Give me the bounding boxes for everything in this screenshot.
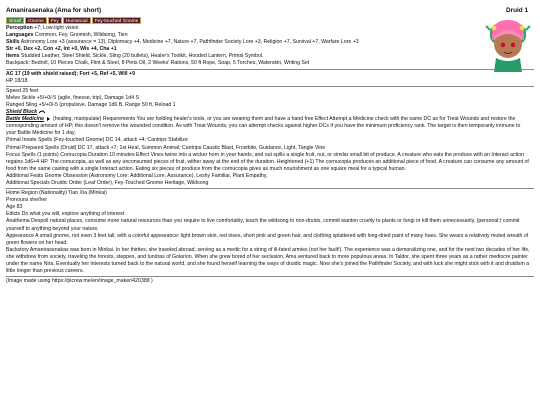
trait-fey: Fey	[48, 17, 62, 24]
melee-line: Melee Sickle +5/+0/-5 (agile, finesse, trip), Damage 1d4 S	[6, 94, 139, 101]
divider	[6, 86, 534, 87]
focus-spells: Focus Spells (1 points) Cornucopia Duration 10 minutes Effect Vines twine into a wicker horn in your hands, and out spills a single fruit, nut, or similar small bit of produce. A creature who eats the produce with an Interact action regains 1d6+4 HP. The cornucopia, as well as any unconsumed pieces of fruit, wither away at the end of the duration. Heightened (+1) The cornucopia produces an additional piece of food. A creature can consume any amount of food from the same casting with a single Interact action. Eating six pieces of produce from the cornucopia gives as much nourishment as one square meal for a typical human.	[6, 151, 529, 172]
languages-line: Languages Common, Fey, Gnomish, Wildsong, Tien	[6, 32, 128, 39]
additional-specials: Additional Specials Druidic Order (Leaf Order), Fey-Touched Gnome Heritage, Wildsong	[6, 179, 209, 186]
divider	[6, 276, 534, 277]
character-name: Amanirasenaka (Ama for short)	[6, 7, 102, 14]
backstory: Backstory Amanirasenakas was born in Minkai. In her thirties, she traveled abroad, serving as a medic for a string of ill-fated armies (not her fault!). The experience was a demoralizing one, and for the next two decades of her life, she withdrew from society, traveling the forests, steppes, and tundras of Golarion. When she grew bored of her seclusion, Ama ventured back to more populous areas. In Taldor, she spent three years as a rather mediocre painter under the name Nira. Eventually her interests turned back to the natural world, and she found herself learning the ways of druidic magic. Now she's joined the Pathfinder Society, and with luck she might stick with it and druidism a little longer than previous careers.	[6, 246, 530, 275]
reaction-icon	[39, 110, 45, 114]
appearance: Appearance A small gnome, not even 3 feet tall, with a colorful appearance: light brown skin, red irises, short pink and green hair, and clothing splattered with long-dried paint of many hues. She wears a relatively muted wreath of green flowers on her head.	[6, 232, 529, 246]
pronouns: Pronouns she/her	[6, 197, 47, 204]
shield-block: Shield Block	[6, 109, 534, 116]
trait-fey-touched: Fey-touched Gnome	[92, 17, 142, 24]
gnome-portrait-icon	[484, 18, 532, 72]
ability-scores: Str +0, Dex +2, Con +2, Int +0, Wis +4, Cha +1	[6, 46, 117, 53]
battle-medicine: Battle Medicine (healing, manipulate) Requirements You are holding healer's tools, or you are wearing them and have a hand free Effect Attempt a Medicine check with the same DC as for Treat Wounds and restore the corresponding amount of HP; this doesn't remove the wounded condition. As with Treat Wounds, you can attempt checks against higher DCs if you have the minimum proficiency rank. The target is then temporarily immune to your Battle Medicine for 1 day.	[6, 116, 521, 137]
divider	[6, 188, 534, 189]
backpack-line: Backpack: Bedroll, 10 Pieces Chalk, Flint & Steel, 8 Pints Oil, 2 Weeks' Rations, 50 ft Rope, Soap, 5 Torches, Waterskin, Writing Set	[6, 60, 310, 67]
innate-spells: Primal Innate Spells (Fey-touched Gnome) DC 14, attack +4; Cantrips Stabilize	[6, 137, 188, 144]
trait-gnome: Gnome	[25, 17, 47, 24]
traits-row	[6, 17, 534, 25]
image-credit: (Image made using https://picrew.me/en/image_maker/420388 )	[6, 278, 153, 285]
anathema: Anathema Despoil natural places, consume more natural resources than you require to live comfortably, teach the wildsong to non-druids, commit wanton cruelty to plants or fungi or kill them unnecessarily, (personal:) commit yourself to anything beyond your nature.	[6, 218, 520, 232]
items-line: Items Studded Leather, Steel Shield, Sickle, Sling (20 bullets), Healer's Toolkit, Hooded Lantern, Primal Symbol,	[6, 53, 264, 60]
edicts: Edicts Do what you will, explore anything of interest	[6, 211, 125, 218]
prepared-spells: Primal Prepared Spells (Druid) DC 17, attack +7; 1st Heal, Summon Animal; Cantrips Caustic Blast, Frostbite, Guidance, Light, Tangle Vine	[6, 144, 326, 151]
header	[6, 7, 534, 15]
perception-line: Perception +7; Low-light vision	[6, 25, 79, 31]
ranged-line: Ranged Sling +5/+0/-5 (propulsive, Damage 1d6 B, Range 50 ft, Reload 1	[6, 101, 176, 108]
hit-points: HP 18/18	[6, 77, 28, 84]
class-level: Druid 1	[505, 7, 528, 14]
additional-feats: Additional Feats Gnome Obsession (Astronomy Lore: Additional Lore, Assurance), Leshy Familiar, Plant Empathy,	[6, 172, 268, 179]
divider	[6, 69, 534, 70]
trait-humanoid: Humanoid	[63, 17, 91, 24]
action-icon	[46, 117, 52, 121]
speed-line: Speed 25 feet	[6, 87, 39, 94]
age: Age 83	[6, 204, 23, 211]
home-region: Home Region (Nationality) Tian Xia (Minkai)	[6, 190, 107, 197]
trait-small: Small	[6, 17, 24, 24]
armor-class: AC 17 (19 with shield raised); Fort +5, Ref +5, Will +9	[6, 70, 135, 77]
skills-line: Skills Astronomy Lore +3 (assurance = 13), Diplomacy +4, Medicine +7, Nature +7, Pathfinder Society Lore +3, Religion +7, Survival +7, Warfare Lore +3	[6, 39, 359, 46]
